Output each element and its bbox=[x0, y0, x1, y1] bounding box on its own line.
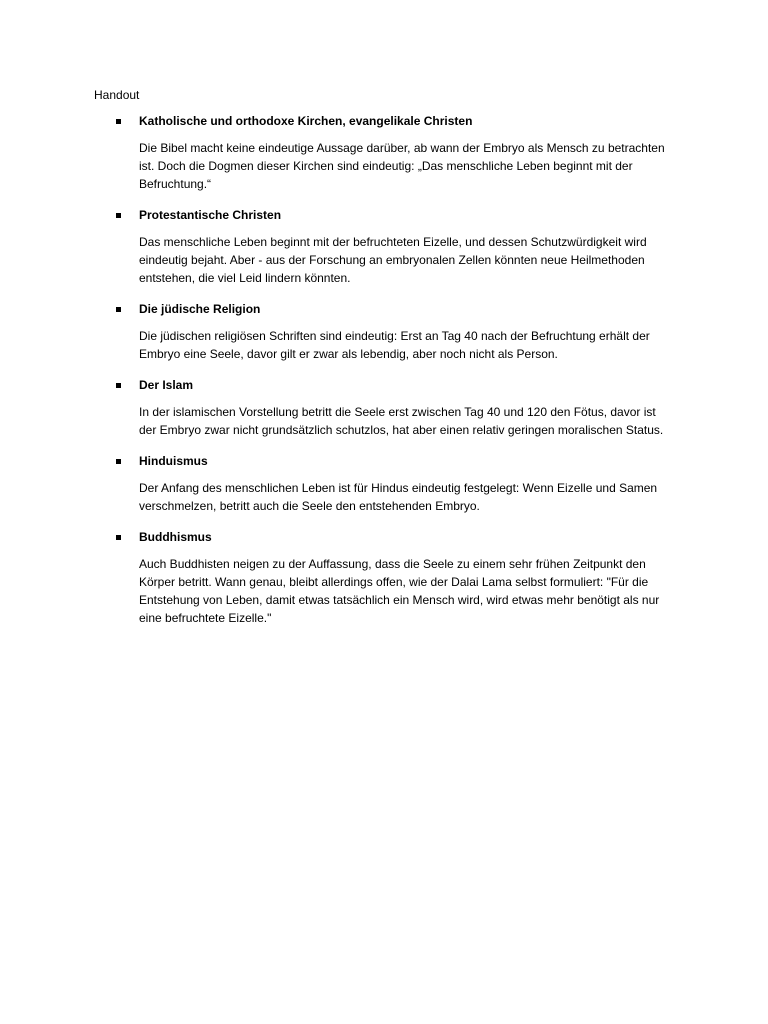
section-body: Der Anfang des menschlichen Leben ist für Hindus eindeutig festgelegt: Wenn Eizelle und Samen verschmelzen, betritt auch die Seele den entstehenden Embryo. bbox=[139, 481, 658, 513]
square-bullet-icon bbox=[116, 307, 121, 312]
section-body: In der islamischen Vorstellung betritt die Seele erst zwischen Tag 40 und 120 den Fötus, davor ist der Embryo zwar nicht grundsätzlich schutzlos, hat aber einen relativ geringen moralischen Status. bbox=[139, 405, 664, 437]
document-title: Handout bbox=[94, 88, 140, 102]
section-heading: Der Islam bbox=[139, 378, 194, 392]
section-judaism bbox=[0, 301, 768, 363]
section-heading: Katholische und orthodoxe Kirchen, evangelikale Christen bbox=[139, 114, 473, 128]
section-heading: Protestantische Christen bbox=[139, 208, 282, 222]
square-bullet-icon bbox=[116, 213, 121, 218]
section-list bbox=[0, 113, 768, 641]
square-bullet-icon bbox=[116, 383, 121, 388]
square-bullet-icon bbox=[116, 119, 121, 124]
section-body: Das menschliche Leben beginnt mit der befruchteten Eizelle, und dessen Schutzwürdigkeit wird eindeutig bejaht. Aber - aus der Forschung an embryonalen Zellen könnten neue Heilmethoden entstehen, die viel Leid lindern könnten. bbox=[139, 235, 647, 285]
section-protestant bbox=[0, 207, 768, 287]
section-body: Auch Buddhisten neigen zu der Auffassung, dass die Seele zu einem sehr frühen Zeitpunkt den Körper betritt. Wann genau, bleibt allerdings offen, wie der Dalai Lama selbst formuliert: "Für die Entstehung von Leben, damit etwas tatsächlich ein Mensch wird, wird etwas mehr benötigt als nur eine befruchtete Eizelle." bbox=[139, 557, 660, 625]
section-islam bbox=[0, 377, 768, 439]
section-hinduism bbox=[0, 453, 768, 515]
section-catholic bbox=[0, 113, 768, 193]
square-bullet-icon bbox=[116, 459, 121, 464]
section-body: Die Bibel macht keine eindeutige Aussage darüber, ab wann der Embryo als Mensch zu betrachten ist. Doch die Dogmen dieser Kirchen sind eindeutig: „Das menschliche Leben beginnt mit der Befruchtung.“ bbox=[139, 141, 665, 191]
square-bullet-icon bbox=[116, 535, 121, 540]
section-buddhism bbox=[0, 529, 768, 627]
section-heading: Die jüdische Religion bbox=[139, 302, 261, 316]
section-heading: Buddhismus bbox=[139, 530, 212, 544]
section-heading: Hinduismus bbox=[139, 454, 208, 468]
section-body: Die jüdischen religiösen Schriften sind eindeutig: Erst an Tag 40 nach der Befruchtung erhält der Embryo eine Seele, davor gilt er zwar als lebendig, aber noch nicht als Person. bbox=[139, 329, 650, 361]
